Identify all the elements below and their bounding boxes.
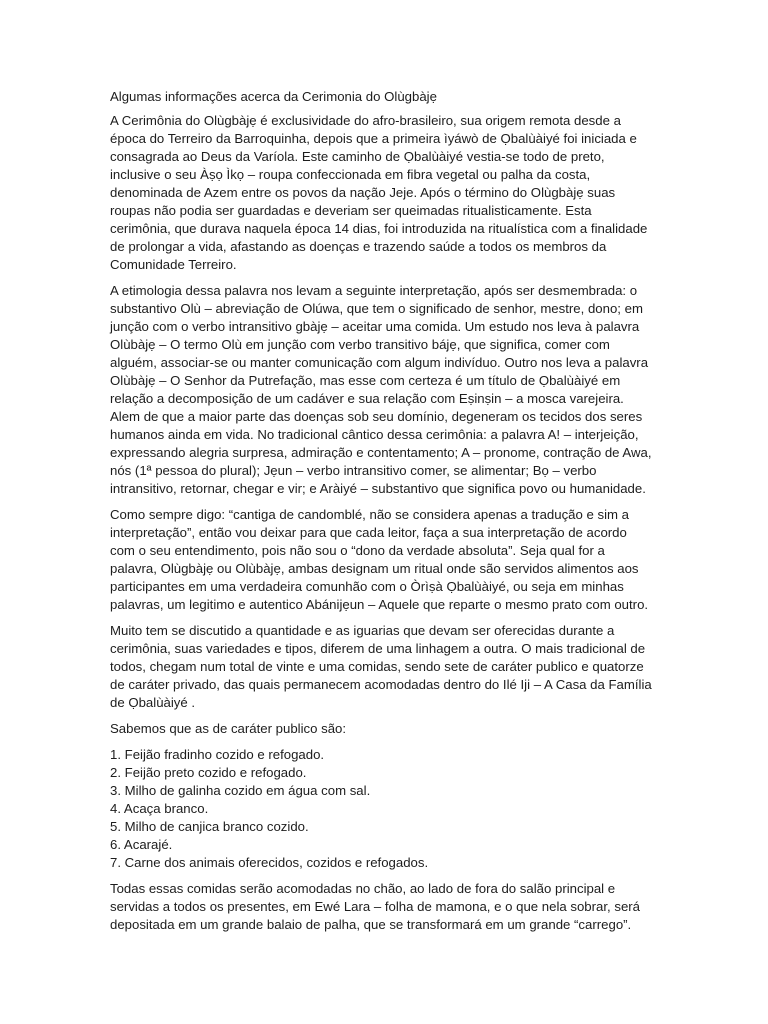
list-item: 2. Feijão preto cozido e refogado.: [110, 765, 307, 780]
public-foods-list: [110, 746, 655, 872]
paragraph-etymology: A etimologia dessa palavra nos levam a seguinte interpretação, após ser desmembrada: o substantivo Olù – abreviação de Olúwa, que tem o significado de senhor, mestre, dono; em junção com o verbo intransitivo gbàjẹ – aceitar uma comida. Um estudo nos leva à palavra Olùbàjẹ – O termo Olù em junção com verbo transitivo bájẹ, que significa, comer com alguém, associar-se ou manter comunicação com algum indivíduo. Outro nos leva a palavra Olùbàjẹ – O Senhor da Putrefação, mas esse com certeza é um título de Ọbalùàiyé em relação a decomposição de um cadáver e sua relação com Eṣinṣin – a mosca varejeira. Alem de que a maior parte das doenças sob seu domínio, degeneram os tecidos dos seres humanos ainda em vida. No tradicional cântico dessa cerimônia: a palavra A! – interjeição, expressando alegria surpresa, admiração e contentamento; A – pronome, contração de Awa, nós (1ª pessoa do plural); Jẹun – verbo intransitivo comer, se alimentar; Bọ – verbo intransitivo, retornar, chegar e vir; e Aràiyé – substantivo que significa povo ou humanidade.: [110, 283, 652, 496]
document-page: [110, 88, 655, 942]
paragraph-closing: Todas essas comidas serão acomodadas no chão, ao lado de fora do salão principal e servidas a todos os presentes, em Ewé Lara – folha de mamona, e o que nela sobrar, será depositada em um grande balaio de palha, que se transformará em um grande “carrego”.: [110, 881, 641, 932]
paragraph-interpretation: Como sempre digo: “cantiga de candomblé, não se considera apenas a tradução e sim a interpretação”, então vou deixar para que cada leitor, faça a sua interpretação de acordo com o seu entendimento, pois não sou o “dono da verdade absoluta”. Seja qual for a palavra, Olùgbàjẹ ou Olùbàjẹ, ambas designam um ritual onde são servidos alimentos aos participantes em uma verdadeira comunhão com o Òrìṣà Ọbalùàiyé, ou seja em minhas palavras, um legitimo e autentico Abánijẹun – Aquele que reparte o mesmo prato com outro.: [110, 507, 649, 612]
paragraph-foods: Muito tem se discutido a quantidade e as iguarias que devam ser oferecidas durante a cerimônia, suas variedades e tipos, diferem de uma linhagem a outra. O mais tradicional de todos, chegam num total de vinte e uma comidas, sendo sete de caráter publico e quatorze de caráter privado, das quais permanecem acomodadas dentro do Ilé Iji – A Casa da Família de Ọbalùàiyé .: [110, 623, 652, 710]
list-item: 7. Carne dos animais oferecidos, cozidos e refogados.: [110, 855, 429, 870]
document-title: Algumas informações acerca da Cerimonia do Olùgbàjẹ: [110, 89, 437, 104]
list-item: 1. Feijão fradinho cozido e refogado.: [110, 747, 325, 762]
paragraph-origin: A Cerimônia do Olùgbàjẹ é exclusividade do afro-brasileiro, sua origem remota desde a época do Terreiro da Barroquinha, depois que a primeira ìyáwò de Ọbalùàiyé foi iniciada e consagrada ao Deus da Varíola. Este caminho de Ọbalùàiyé vestia-se todo de preto, inclusive o seu Àṣọ Ìkọ – roupa confeccionada em fibra vegetal ou palha da costa, denominada de Azem entre os povos da nação Jeje. Após o término do Olùgbàjẹ suas roupas não podia ser guardadas e deveriam ser queimadas ritualisticamente. Esta cerimônia, que durava naquela época 14 dias, foi introduzida na ritualística com a finalidade de prolongar a vida, afastando as doenças e trazendo saúde a todos os membros da Comunidade Terreiro.: [110, 113, 648, 272]
list-item: 5. Milho de canjica branco cozido.: [110, 819, 309, 834]
paragraph-list-intro: Sabemos que as de caráter publico são:: [110, 721, 347, 736]
list-item: 3. Milho de galinha cozido em água com sal.: [110, 783, 371, 798]
list-item: 6. Acarajé.: [110, 837, 173, 852]
list-item: 4. Acaça branco.: [110, 801, 209, 816]
